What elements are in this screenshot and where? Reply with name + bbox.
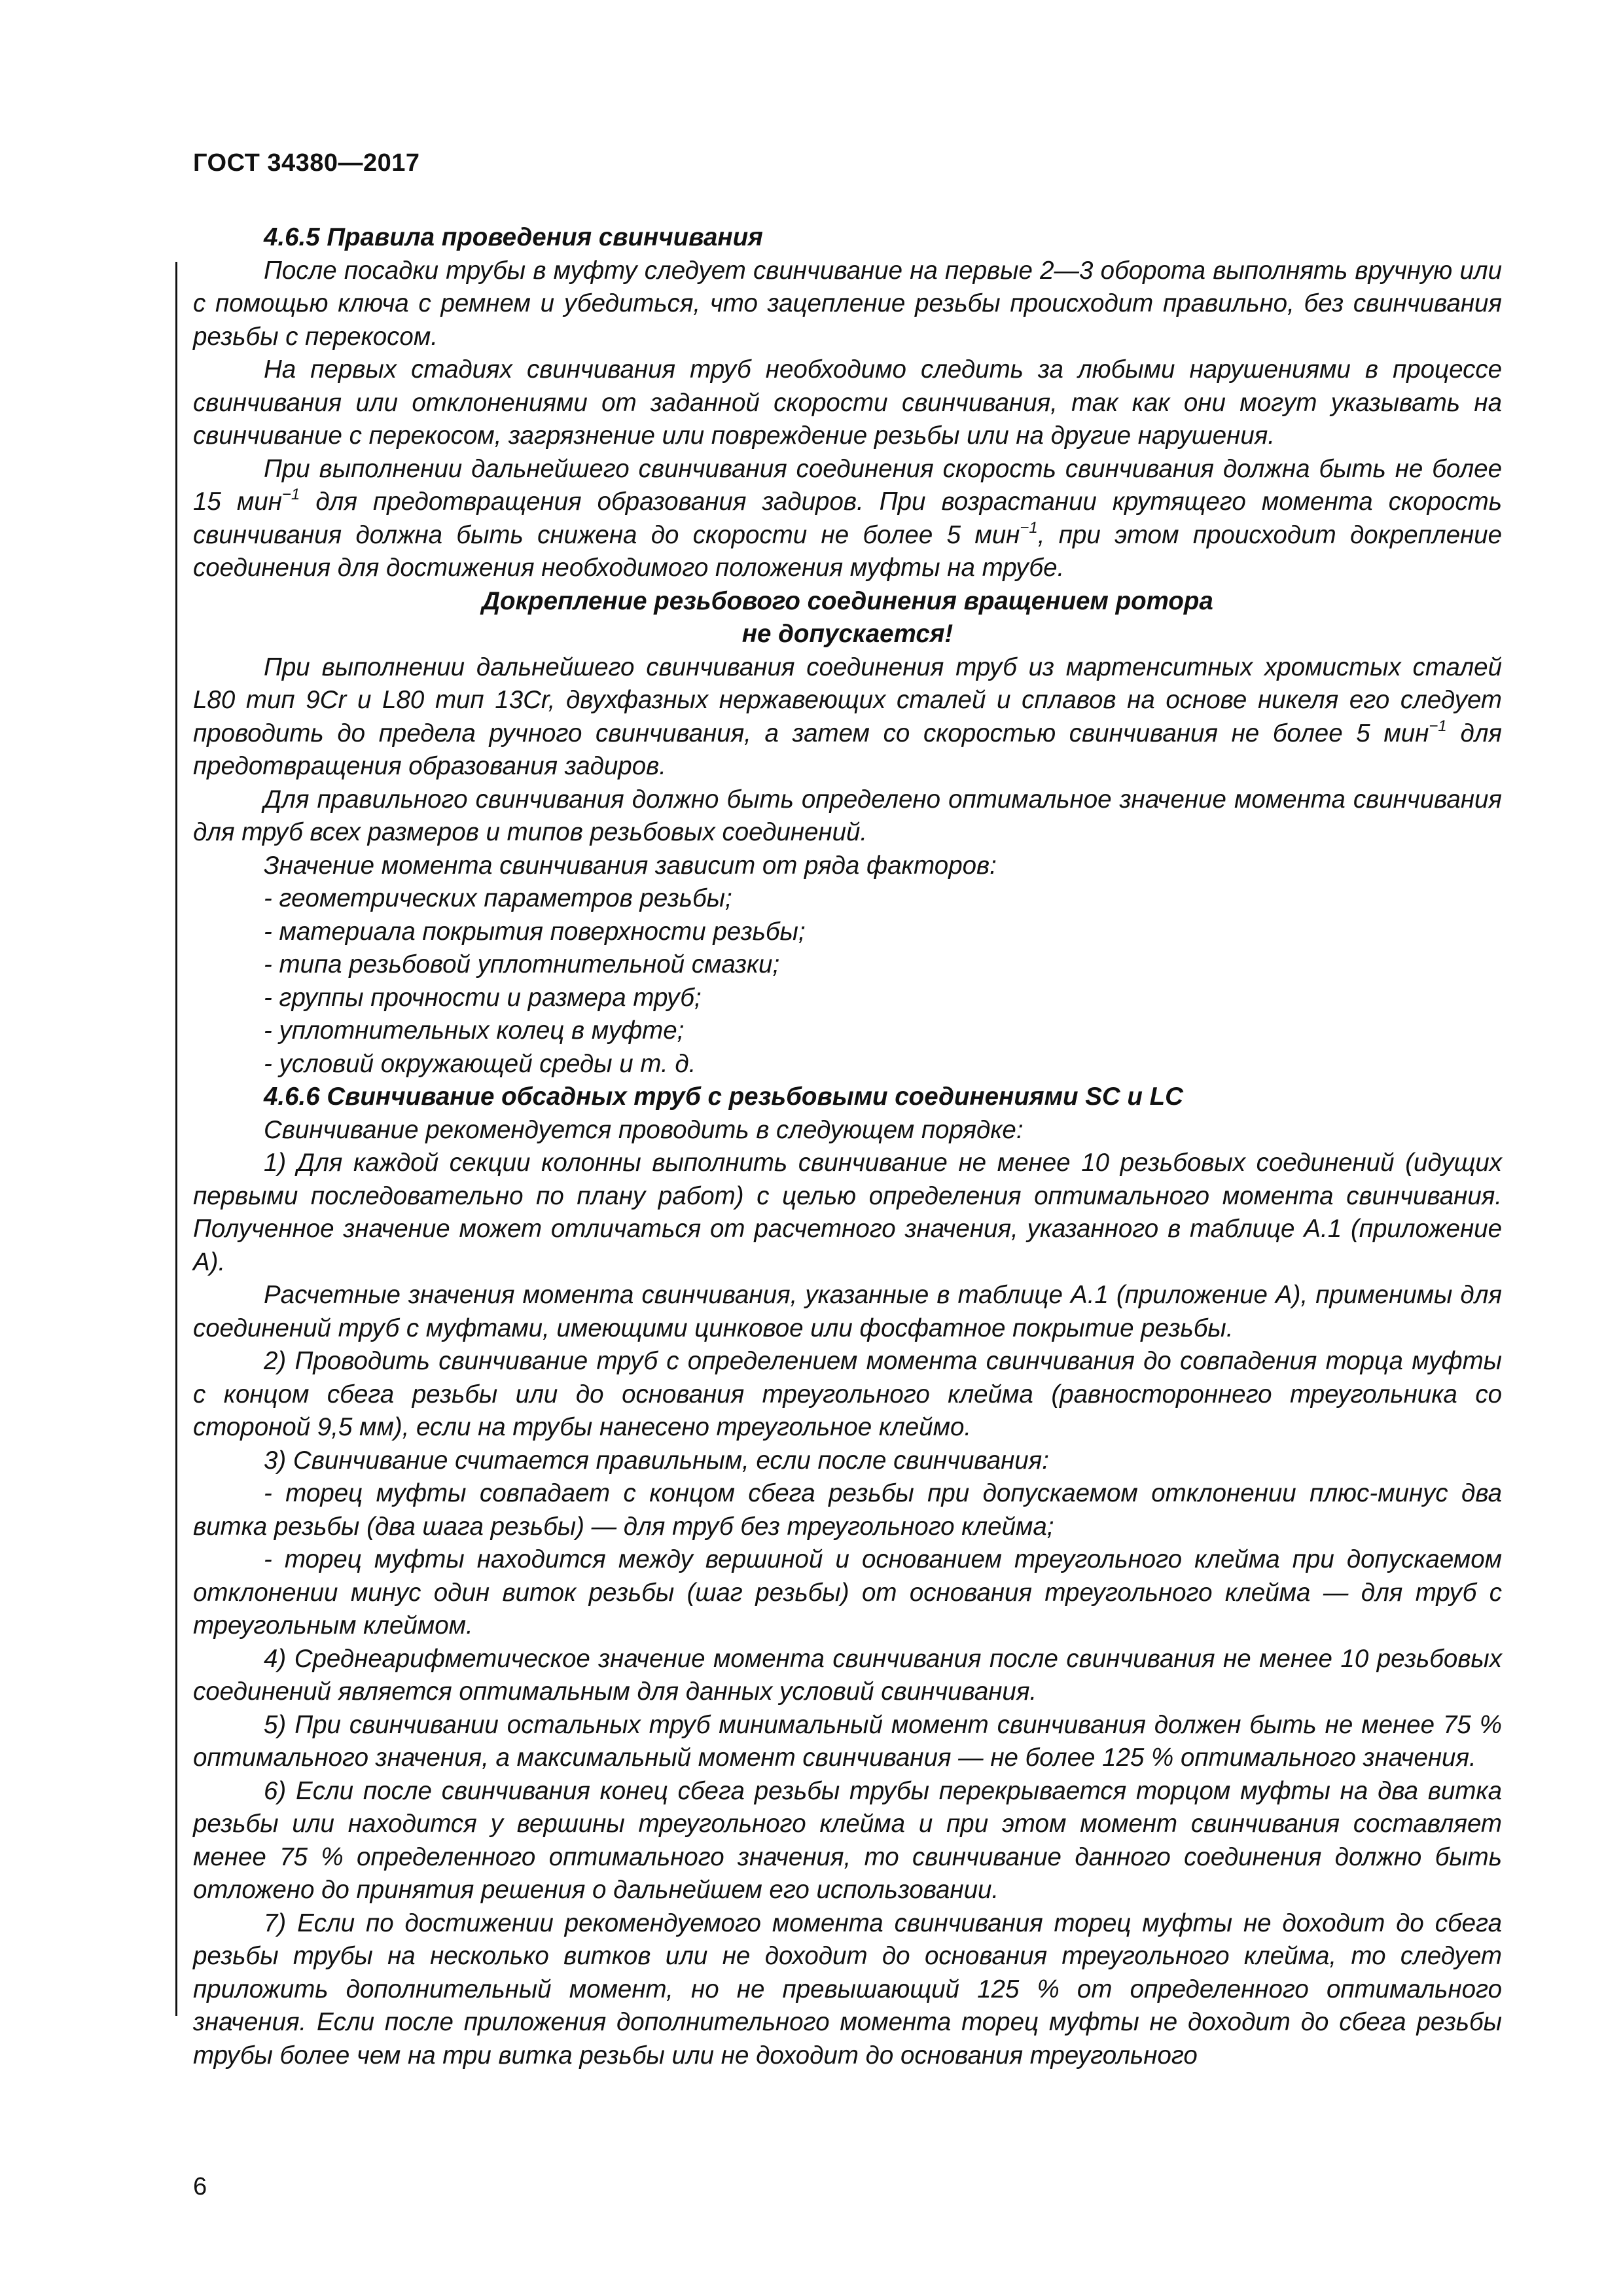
step-3-a: - торец муфты совпадает с концом сбега резьбы при допускаемом отклонении плюс-минус два витка резьбы (два шага резьбы) — для труб без треугольного клейма; bbox=[193, 1479, 1502, 1541]
step-3: 3) Свинчивание считается правильным, если после свинчивания: bbox=[264, 1446, 1049, 1475]
list-item: - геометрических параметров резьбы; bbox=[264, 884, 732, 912]
paragraph: Для правильного свинчивания должно быть определено оптимальное значение момента свинчивания для труб всех размеров и типов резьбовых соединений. bbox=[193, 785, 1502, 846]
section-heading-4-6-5: 4.6.5 Правила проведения свинчивания bbox=[264, 223, 763, 251]
paragraph: Свинчивание рекомендуется проводить в следующем порядке: bbox=[264, 1115, 1024, 1144]
paragraph: На первых стадиях свинчивания труб необходимо следить за любыми нарушениями в процессе свинчивания или отклонениями от заданной скорости свинчивания, так как они могут указывать на свинчивание с перекосом, загрязнение или повреждение резьбы или на другие нарушения. bbox=[193, 355, 1502, 450]
list-item: - группы прочности и размера труб; bbox=[264, 983, 702, 1012]
warning-line: Докрепление резьбового соединения вращением ротора bbox=[482, 586, 1213, 615]
paragraph-materials bbox=[193, 651, 1502, 783]
paragraph-speed bbox=[193, 453, 1502, 585]
text-run: для предотвращения образования задиров. bbox=[193, 719, 1502, 780]
text-run: При выполнении дальнейшего свинчивания соединения труб из мартенситных хромистых сталей L80 тип 9Cr и L80 тип 13Cr, двухфазных нержавеющих сталей и сплавов на основе никеля его следует проводить до предела ручного свинчивания, а затем со скоростью свинчивания не более 5 мин bbox=[193, 653, 1502, 747]
paragraph: После посадки трубы в муфту следует свинчивание на первые 2—3 оборота выполнять вручную или с помощью ключа с ремнем и убедиться, что зацепление резьбы происходит правильно, без свинчивания резьбы с перекосом. bbox=[193, 256, 1502, 351]
list-item: - материала покрытия поверхности резьбы; bbox=[264, 917, 806, 946]
section-heading-4-6-6: 4.6.6 Свинчивание обсадных труб с резьбовыми соединениями SC и LC bbox=[264, 1083, 1183, 1111]
list-item: - условий окружающей среды и т. д. bbox=[264, 1049, 696, 1078]
step-4: 4) Среднеарифметическое значение момента свинчивания после свинчивания не менее 10 резьбовых соединений является оптимальным для данных условий свинчивания. bbox=[193, 1644, 1502, 1706]
superscript: −1 bbox=[1429, 717, 1447, 735]
page-number: 6 bbox=[193, 2173, 207, 2200]
step-1-note: Расчетные значения момента свинчивания, указанные в таблице А.1 (приложение А), применимы для соединений труб с муфтами, имеющими цинковое или фосфатное покрытие резьбы. bbox=[193, 1281, 1502, 1342]
warning-line: не допускается! bbox=[741, 620, 954, 648]
step-7: 7) Если по достижении рекомендуемого момента свинчивания торец муфты не доходит до сбега резьбы трубы на несколько витков или не доходит до основания треугольного клейма, то следует приложить дополнительный момент, но не превышающий 125 % от определенного оптимального значения. Если после приложения дополнительного момента торец муфты не доходит до сбега резьбы трубы более чем на три витка резьбы или не доходит до основания треугольного bbox=[193, 1909, 1502, 2070]
list-item: - уплотнительных колец в муфте; bbox=[264, 1016, 685, 1045]
text-run: При выполнении дальнейшего свинчивания соединения скорость свинчивания должна быть не более 15 мин bbox=[193, 454, 1502, 516]
document-header: ГОСТ 34380—2017 bbox=[193, 149, 420, 177]
step-2: 2) Проводить свинчивание труб с определением момента свинчивания до совпадения торца муфты с концом сбега резьбы или до основания треугольного клейма (равностороннего треугольника со стороной 9,5 мм), если на трубы нанесено треугольное клеймо. bbox=[193, 1347, 1502, 1441]
paragraph: Значение момента свинчивания зависит от ряда факторов: bbox=[264, 851, 997, 880]
step-1: 1) Для каждой секции колонны выполнить свинчивание не менее 10 резьбовых соединений (идущих первыми последовательно по плану работ) с целью определения оптимального момента свинчивания. Полученное значение может отличаться от расчетного значения, указанного в таблице А.1 (приложение А). bbox=[193, 1149, 1502, 1276]
step-6: 6) Если после свинчивания конец сбега резьбы трубы перекрывается торцом муфты на два витка резьбы или находится у вершины треугольного клейма и при этом момент свинчивания составляет менее 75 % определенного оптимального значения, то свинчивание данного соединения должно быть отложено до принятия решения о дальнейшем его использовании. bbox=[193, 1776, 1502, 1904]
step-3-b: - торец муфты находится между вершиной и основанием треугольного клейма при допускаемом отклонении минус один виток резьбы (шаг резьбы) от основания треугольного клейма — для труб с треугольным клеймом. bbox=[193, 1545, 1502, 1640]
superscript: −1 bbox=[281, 486, 300, 504]
document-body bbox=[193, 221, 1502, 2072]
revision-margin-line bbox=[175, 262, 177, 2016]
text-run: , при этом происходит докрепление соединения для достижения необходимого положения муфты на трубе. bbox=[193, 520, 1503, 582]
superscript: −1 bbox=[1020, 518, 1038, 537]
text-run: для предотвращения образования задиров. При возрастании крутящего момента скорость свинчивания должна быть снижена до скорости не более 5 мин bbox=[193, 488, 1502, 549]
step-5: 5) При свинчивании остальных труб минимальный момент свинчивания должен быть не менее 75 % оптимального значения, а максимальный момент свинчивания — не более 125 % оптимального значения. bbox=[193, 1710, 1502, 1772]
list-item: - типа резьбовой уплотнительной смазки; bbox=[264, 950, 780, 978]
